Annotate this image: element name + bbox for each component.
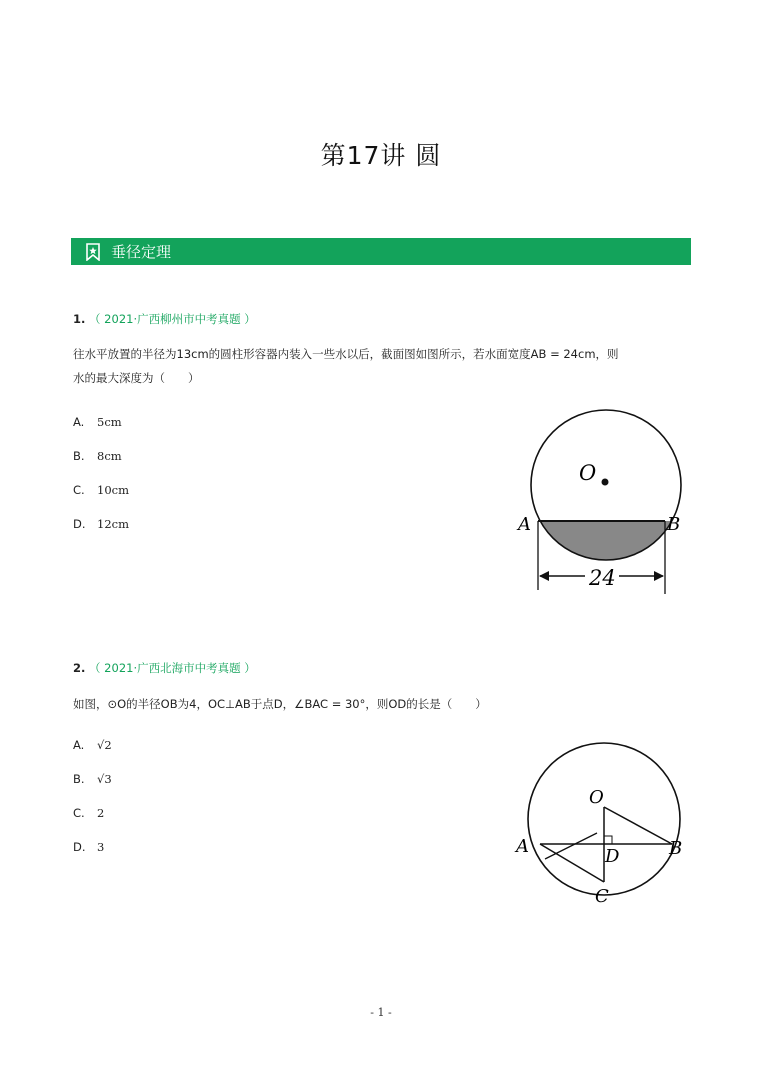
figure-1-water-circle xyxy=(505,400,705,600)
label-c: C xyxy=(595,886,609,907)
page-number: - 1 - xyxy=(370,1006,392,1019)
option-a: A. 5cm xyxy=(73,415,122,429)
bookmark-star-icon xyxy=(85,243,101,261)
label-width: 24 xyxy=(589,566,616,590)
option-c: C. 2 xyxy=(73,806,105,820)
stem-line: 如图，⊙O的半径OB为4，OC⊥AB于点D，∠BAC = 30°，则OD的长是（ ） xyxy=(73,697,487,711)
label-a: A xyxy=(518,514,531,535)
label-o: O xyxy=(579,461,597,485)
option-d: D. 12cm xyxy=(73,517,129,531)
label-b: B xyxy=(669,838,683,859)
label-a: A xyxy=(516,836,529,857)
page-title: 第17讲 圆 xyxy=(320,141,442,170)
inner-chord xyxy=(545,833,597,859)
stem-line: 往水平放置的半径为13cm的圆柱形容器内装入一些水以后，截面图如图所示，若水面宽度AB = 24cm，则 xyxy=(73,347,619,361)
segment-ac xyxy=(540,844,604,882)
option-d: D. 3 xyxy=(73,840,105,854)
question-2-header xyxy=(73,660,256,676)
stem-line: 水的最大深度为（ ） xyxy=(73,371,200,385)
question-1-stem xyxy=(73,342,693,390)
section-banner xyxy=(71,238,691,265)
label-o: O xyxy=(589,787,604,808)
question-1-header xyxy=(73,311,256,327)
question-source: （ 2021·广西柳州市中考真题 ） xyxy=(89,312,256,326)
figure-2-circle-geometry xyxy=(505,725,705,915)
question-number: 1. xyxy=(73,312,86,326)
question-2-stem xyxy=(73,692,693,716)
segment-ob xyxy=(604,807,672,844)
question-number: 2. xyxy=(73,661,86,675)
label-b: B xyxy=(667,514,681,535)
option-b: B. 8cm xyxy=(73,449,122,463)
arrowhead-right xyxy=(654,571,664,581)
option-c: C. 10cm xyxy=(73,483,129,497)
arrowhead-left xyxy=(539,571,549,581)
right-angle-mark xyxy=(604,836,612,844)
label-d: D xyxy=(605,846,620,867)
question-source: （ 2021·广西北海市中考真题 ） xyxy=(89,661,256,675)
section-title: 垂径定理 xyxy=(111,243,172,261)
center-point xyxy=(602,479,609,486)
option-a: A. √2 xyxy=(73,738,112,752)
option-b: B. √3 xyxy=(73,772,112,786)
